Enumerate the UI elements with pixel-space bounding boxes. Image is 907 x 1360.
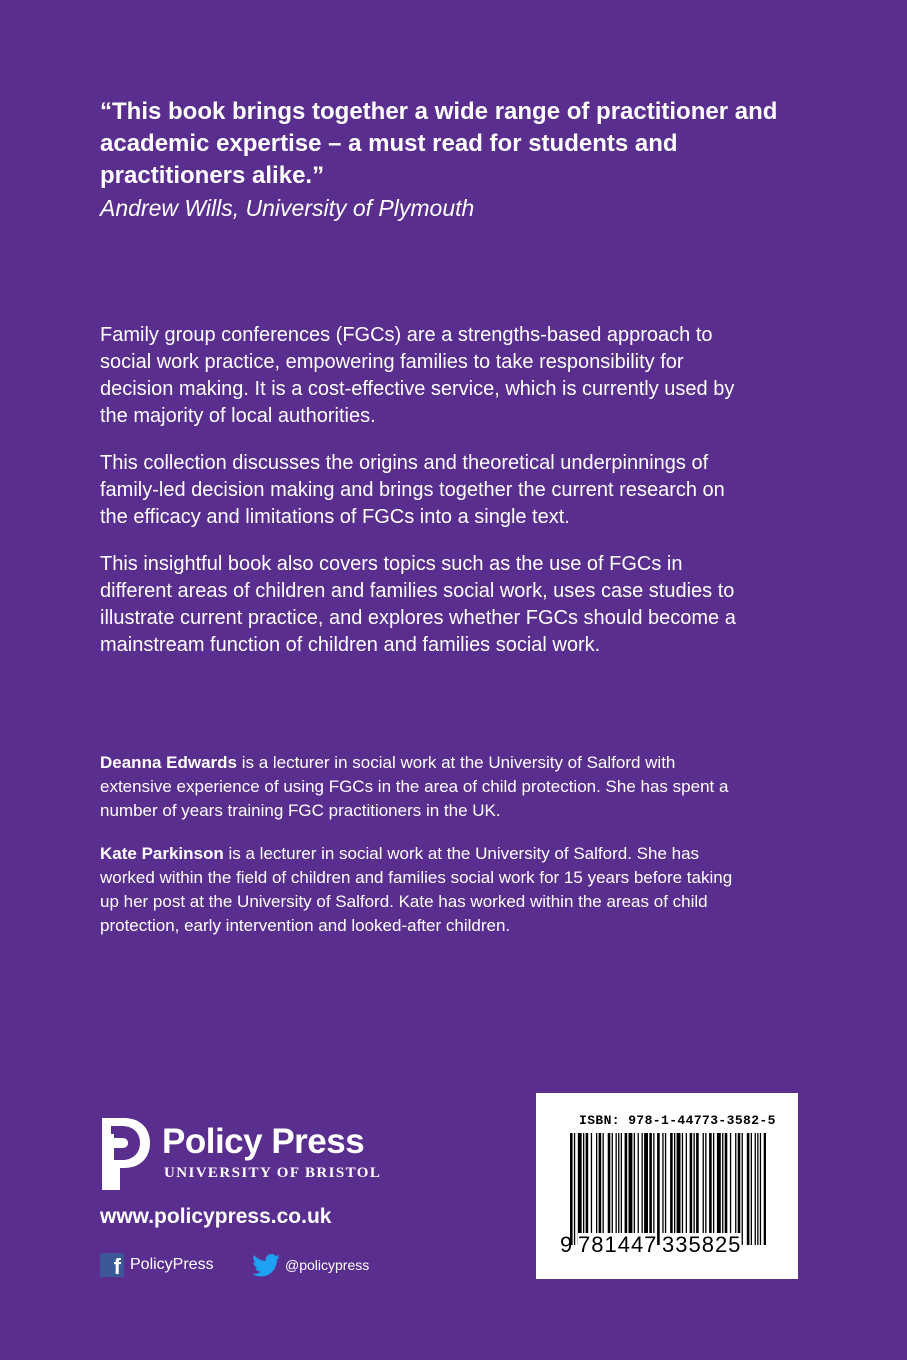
barcode-bar — [608, 1133, 611, 1245]
author-bio-text: is a lecturer in social work at the University of Salford with extensive experience of using FGCs in the area of child protection. She has spent a number of years training FGC practitioners in the UK. — [100, 753, 729, 820]
publisher-subtitle: UNIVERSITY OF BRISTOL — [164, 1165, 382, 1181]
description-paragraph: This insightful book also covers topics such as the use of FGCs in different areas of children and families social work, uses case studies to illustrate current practice, and explores whether FGCs should become a mainstream function of children and families social work. — [100, 553, 736, 656]
barcode-bar — [603, 1133, 604, 1245]
barcode-bar — [644, 1133, 648, 1245]
barcode-bar — [674, 1133, 675, 1245]
barcode-bar — [760, 1133, 761, 1245]
author-bio — [100, 751, 740, 823]
isbn-label: ISBN: 978-1-44773-3582-5 — [579, 1113, 776, 1128]
quote-text: “This book brings together a wide range of practitioner and academic expertise – a must read for students and practitioners alike.” — [100, 98, 778, 189]
barcode-bar — [747, 1133, 750, 1245]
barcode-bar — [616, 1133, 617, 1245]
barcode-bar — [586, 1133, 589, 1245]
barcode-bar — [649, 1133, 652, 1245]
barcode-digit-first: 9 — [560, 1232, 574, 1257]
barcode-bar — [682, 1133, 683, 1245]
barcode-bar — [596, 1133, 597, 1245]
barcode-bar — [625, 1133, 628, 1245]
barcode-bar — [755, 1133, 756, 1245]
quote-attribution: Andrew Wills, University of Plymouth — [100, 195, 475, 221]
barcode-bar — [618, 1133, 619, 1245]
twitter-label: @policypress — [285, 1257, 370, 1273]
barcode-bar — [583, 1133, 584, 1245]
barcode-bar — [629, 1133, 633, 1245]
barcode-bar — [612, 1133, 613, 1245]
barcode-bar — [764, 1133, 766, 1245]
description-paragraph: Family group conferences (FGCs) are a strengths-based approach to social work practice, empowering families to take responsibility for decision making. It is a cost-effective service, which is currently used by the majority of local authorities. — [100, 324, 735, 427]
barcode-bar — [574, 1133, 575, 1245]
author-bio — [100, 842, 740, 938]
barcode-bar — [735, 1133, 736, 1245]
publisher-name: Policy Press — [162, 1122, 365, 1161]
twitter-link[interactable] — [252, 1252, 369, 1278]
policy-press-p-logo-icon — [100, 1116, 152, 1192]
barcode-bar — [653, 1133, 654, 1245]
barcode-bar — [757, 1133, 758, 1245]
description-paragraph: This collection discusses the origins and theoretical underpinnings of family-led decision making and brings together the current research on the efficacy and limitations of FGCs into a single text. — [100, 452, 725, 528]
publisher-website[interactable]: www.policypress.co.uk — [100, 1205, 332, 1228]
book-description — [100, 322, 750, 679]
barcode-bar — [690, 1133, 693, 1245]
barcode-bar — [742, 1133, 743, 1245]
barcode-bar — [738, 1133, 741, 1245]
barcode-bar — [686, 1133, 687, 1245]
barcode-bar — [722, 1133, 723, 1245]
author-name: Deanna Edwards — [100, 753, 237, 772]
isbn-barcode — [536, 1093, 798, 1279]
barcode-bar — [657, 1133, 660, 1245]
barcode-bar — [677, 1133, 681, 1245]
facebook-link[interactable] — [100, 1252, 214, 1278]
barcode-bar — [570, 1133, 573, 1245]
author-name: Kate Parkinson — [100, 844, 224, 863]
barcode-bar — [638, 1133, 639, 1245]
barcode-bar — [694, 1133, 695, 1245]
barcode-bar — [717, 1133, 721, 1245]
barcode-bar — [662, 1133, 663, 1245]
barcode-bar — [578, 1133, 582, 1245]
facebook-label: PolicyPress — [130, 1256, 214, 1273]
barcode-bar — [670, 1133, 673, 1245]
author-bios — [100, 751, 740, 957]
barcode-digits-group: 335825 — [662, 1232, 742, 1257]
publisher-logo — [100, 1116, 420, 1196]
barcode-digits-group: 781447 — [578, 1232, 658, 1257]
barcode-bar — [725, 1133, 728, 1245]
barcode-bar — [591, 1133, 592, 1245]
twitter-bird-icon — [252, 1254, 280, 1277]
barcode-bar — [599, 1133, 602, 1245]
barcode-bar — [713, 1133, 714, 1245]
endorsement-quote — [100, 96, 780, 224]
barcode-bar — [665, 1133, 666, 1245]
barcode-bar — [621, 1133, 622, 1245]
author-bio-text: is a lecturer in social work at the University of Salford. She has worked within the field of children and families social work for 15 years before taking up her post at the University of Salford. Kate has worked within the areas of child protection, early intervention and looked-after children. — [100, 844, 733, 935]
barcode-bar — [696, 1133, 699, 1245]
barcode-bars — [570, 1133, 766, 1245]
facebook-icon: f — [100, 1253, 124, 1277]
barcode-bar — [751, 1133, 752, 1245]
barcode-bar — [642, 1133, 643, 1245]
barcode-bar — [705, 1133, 706, 1245]
barcode-bar — [703, 1133, 704, 1245]
barcode-bar — [634, 1133, 635, 1245]
barcode-bar — [730, 1133, 731, 1245]
barcode-bar — [709, 1133, 712, 1245]
